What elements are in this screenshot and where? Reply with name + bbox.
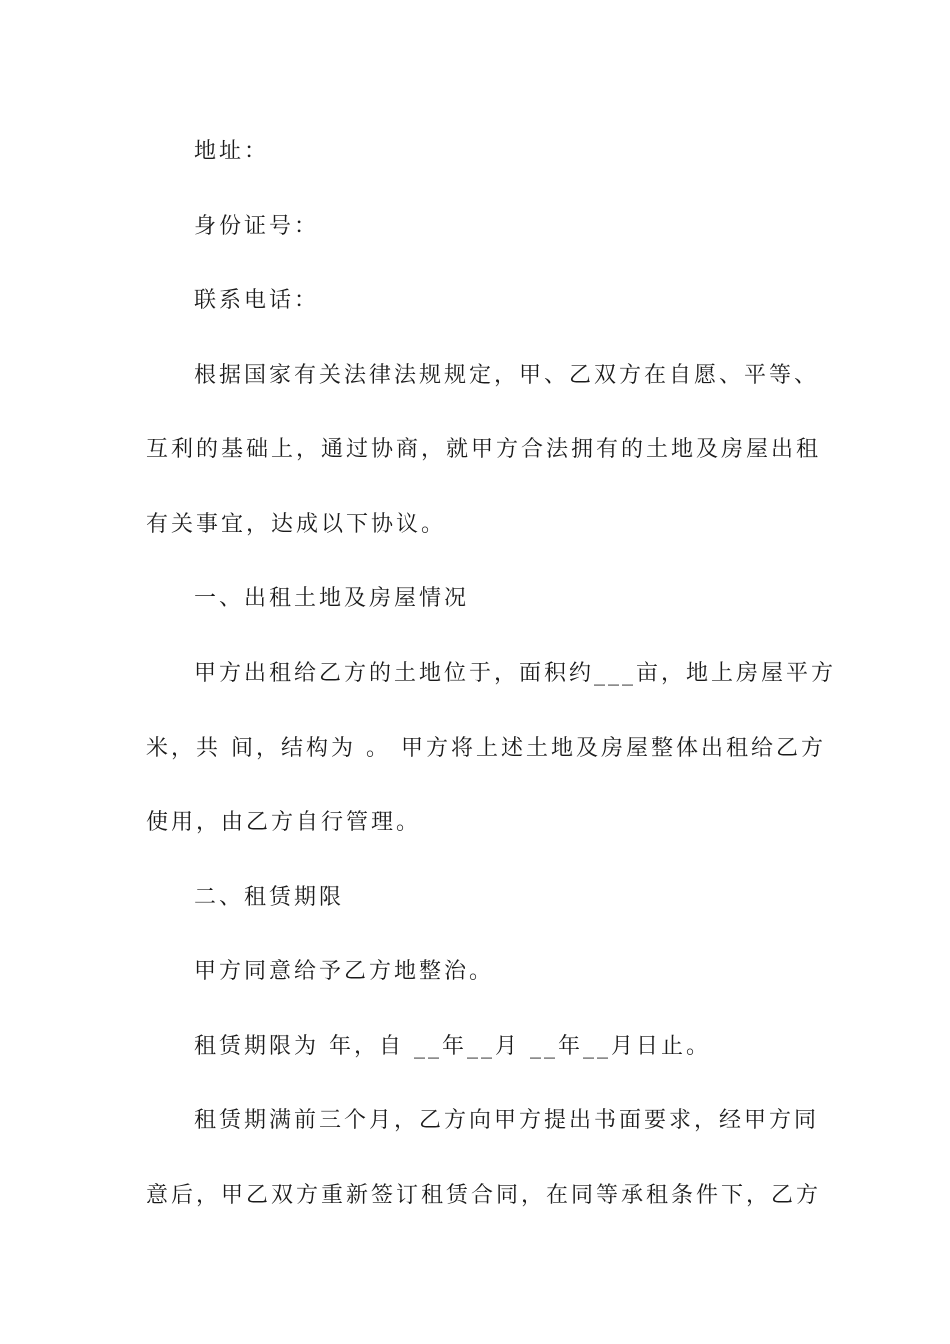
paragraph-line: 互利的基础上，通过协商，就甲方合法拥有的土地及房屋出租 — [146, 437, 822, 462]
paragraph-line: 租赁期限为 年，自 __年__月 __年__月日止。 — [194, 1034, 711, 1059]
paragraph-line: 租赁期满前三个月，乙方向甲方提出书面要求，经甲方同 — [194, 1108, 820, 1133]
address-label: 地址： — [194, 139, 270, 164]
section-heading: 一、出租土地及房屋情况 — [194, 586, 470, 611]
section-heading: 二、租赁期限 — [194, 885, 345, 910]
paragraph-line: 使用，由乙方自行管理。 — [146, 810, 422, 835]
phone-label: 联系电话： — [194, 288, 320, 313]
paragraph-line: 根据国家有关法律法规规定，甲、乙双方在自愿、平等、 — [194, 363, 820, 388]
paragraph-line: 意后，甲乙双方重新签订租赁合同，在同等承租条件下，乙方 — [146, 1183, 822, 1208]
paragraph-line: 米，共 间，结构为 。 甲方将上述土地及房屋整体出租给乙方 — [146, 736, 826, 761]
id-number-label: 身份证号： — [194, 214, 320, 239]
paragraph-line: 甲方出租给乙方的土地位于，面积约___亩，地上房屋平方 — [194, 661, 837, 686]
paragraph-line: 有关事宜，达成以下协议。 — [146, 512, 447, 537]
paragraph-line: 甲方同意给予乙方地整治。 — [194, 959, 495, 984]
